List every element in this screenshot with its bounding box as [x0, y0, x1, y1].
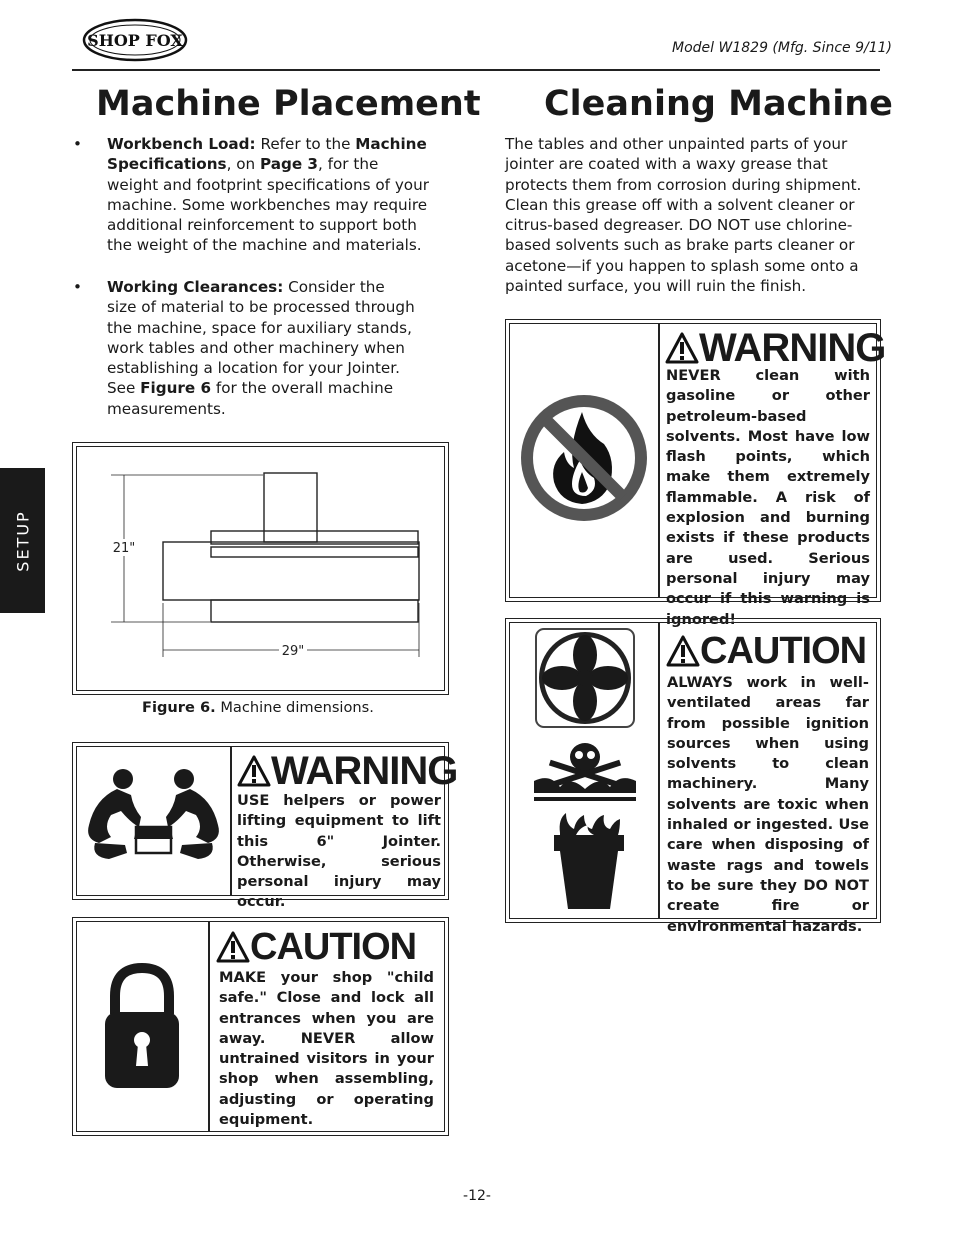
- caution-triangle-icon: [216, 931, 250, 963]
- bullet-text: , for the weight and footprint specifications of your machine. Some workbenches may require additional reinforcement to support both the weight of the machine and materials.: [107, 155, 429, 255]
- setup-side-tab: [0, 468, 45, 613]
- warning-heading: [665, 328, 885, 368]
- bullet-lead: Workbench Load:: [107, 135, 256, 153]
- padlock-icon: [99, 958, 185, 1094]
- shop-fox-logo: [82, 18, 188, 62]
- page-number: -12-: [463, 1188, 491, 1204]
- caution-triangle-icon: [666, 635, 700, 667]
- bullet-text: Consider the size of material to be processed through the machine, space for auxiliary stands, work tables and other machinery when establishing a location for your Jointer. See: [107, 278, 415, 398]
- warning-heading: [237, 751, 457, 791]
- bullet-working-clearances: [73, 277, 417, 419]
- waste-can-fire-icon: [552, 811, 626, 911]
- solvent-warning-box: [505, 319, 886, 628]
- lifting-warning-text: USE helpers or power lifting equipment to lift this 6" Jointer. Otherwise, serious personal injury may occur.: [237, 792, 441, 911]
- caption-label: Figure 6.: [142, 699, 216, 716]
- child-safe-caution-box: [72, 917, 449, 1136]
- warning-heading-word: WARNING: [699, 326, 886, 370]
- child-safe-caution-text: MAKE your shop "child safe." Close and lock all entrances when you are away. NEVER allow untrained visitors in your shop when assembling, adjusting or operating equipment.: [219, 969, 434, 1129]
- cleaning-machine-title: Cleaning Machine: [544, 84, 893, 124]
- bullet-dot: •: [73, 278, 82, 296]
- cleaning-paragraph: The tables and other unpainted parts of your jointer are coated with a waxy grease that protects them from corrosion during shipment. Clean this grease off with a solvent cleaner or citrus-based degreaser. DO NOT use chlorine-based solvents such as brake parts cleaner or acetone—if you happen to splash some onto a painted surface, you will ruin the finish.: [505, 135, 862, 296]
- lifting-warning-box: [72, 742, 458, 911]
- figure-6-box: [72, 442, 449, 695]
- bullet-workbench-load: [73, 134, 429, 256]
- solvent-warning-text: NEVER clean with gasoline or other petroleum-based solvents. Most have low flash points, which make them extremely flammable. A risk of explosion and burning exists if these products are used. Serious personal injury may occur if this warning is ignored!: [666, 367, 870, 628]
- bullet-ref: Figure 6: [140, 379, 212, 398]
- bullet-text: , on: [226, 155, 260, 174]
- machine-dimension-diagram: [73, 443, 450, 696]
- height-dimension-label: 21": [112, 541, 136, 556]
- toxic-skull-icon: [530, 737, 640, 805]
- header-rule: [72, 69, 880, 71]
- warning-heading-word: WARNING: [271, 749, 458, 793]
- bullet-dot: •: [73, 135, 82, 153]
- warning-triangle-icon: [237, 755, 271, 787]
- ventilation-fan-icon: [534, 627, 636, 729]
- side-tab-label: SETUP: [13, 509, 32, 572]
- caution-heading-word: CAUTION: [250, 926, 417, 968]
- warning-triangle-icon: [665, 332, 699, 364]
- caution-heading-word: CAUTION: [700, 630, 867, 672]
- ventilation-caution-text: ALWAYS work in well-ventilated areas far from possible ignition sources when using solvents to clean machinery. Many solvents are toxic when inhaled or ingested. Use care when disposing of waste rags and towels to be sure they DO NOT create fire or environmental hazards.: [667, 674, 869, 935]
- caption-text: Machine dimensions.: [215, 699, 374, 716]
- bullet-ref: Machine Specifications: [107, 135, 427, 174]
- no-open-flame-icon: [516, 390, 652, 526]
- bullet-ref: Page 3: [260, 155, 318, 174]
- bullet-text: for the overall machine measurements.: [107, 379, 394, 418]
- logo-text: SHOP FOX: [87, 31, 183, 50]
- width-dimension-label: 29": [281, 644, 305, 659]
- two-person-lift-icon: [81, 767, 226, 872]
- caution-heading: [216, 928, 416, 966]
- caution-heading: [666, 632, 866, 670]
- bullet-lead: Working Clearances:: [107, 278, 284, 296]
- figure-caption: [142, 699, 374, 716]
- machine-placement-title: Machine Placement: [96, 84, 481, 124]
- model-header: Model W1829 (Mfg. Since 9/11): [672, 40, 892, 56]
- bullet-text: Refer to the: [255, 135, 356, 153]
- ventilation-caution-box: [505, 618, 881, 935]
